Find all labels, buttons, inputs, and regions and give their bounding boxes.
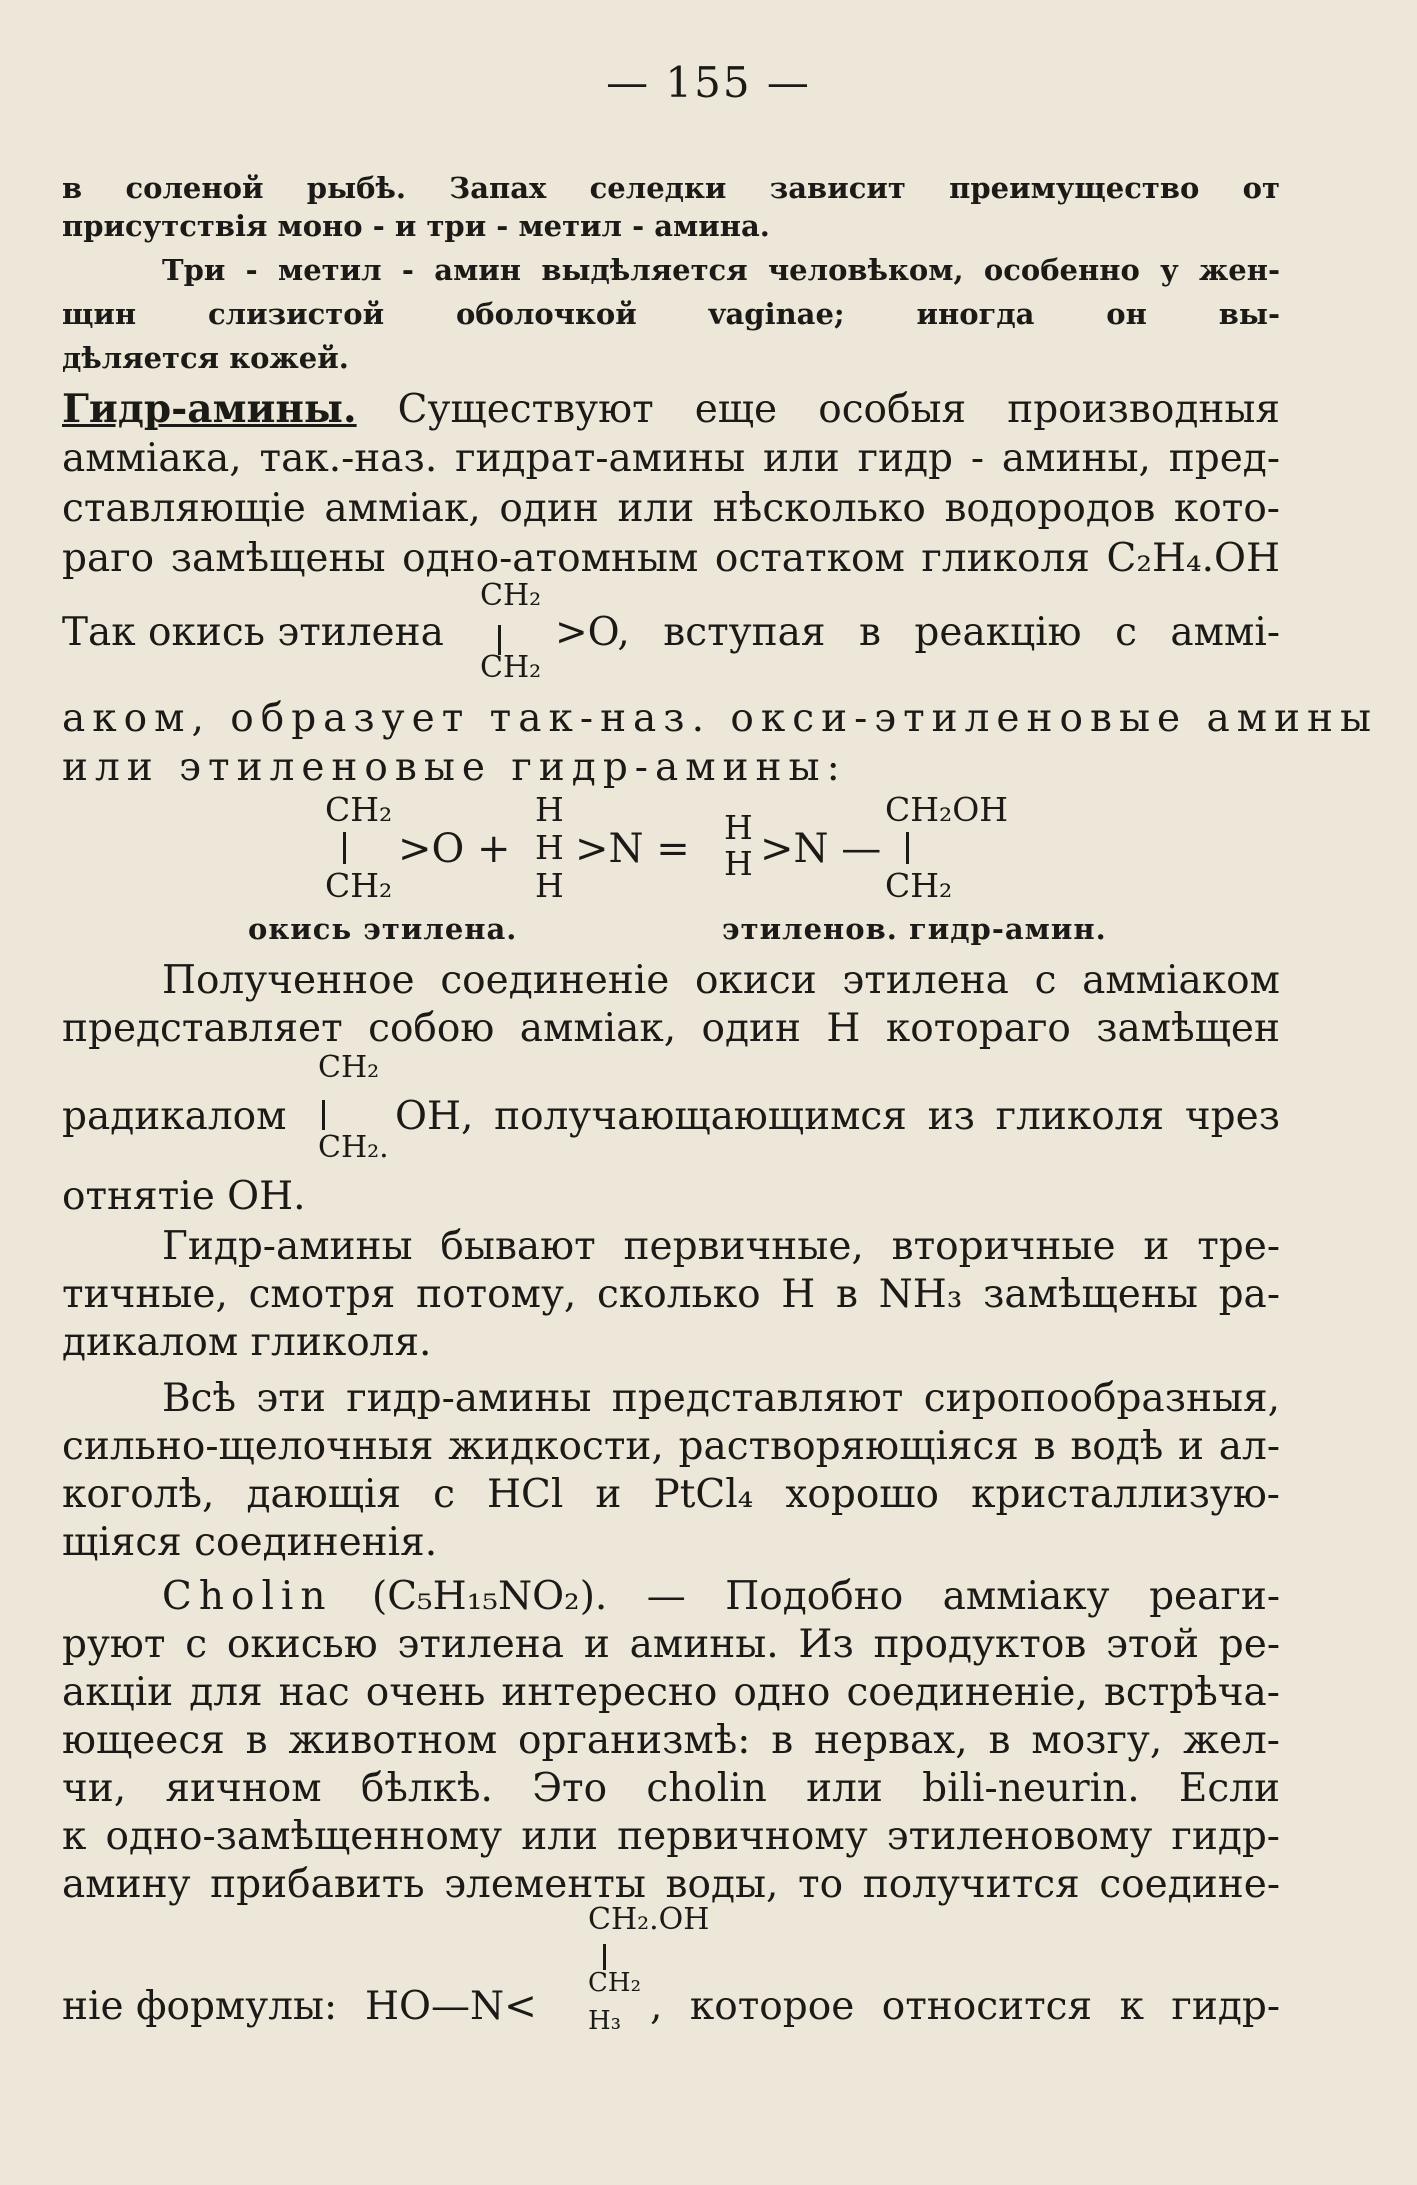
intro-line-2: присутствія моно - и три - метил - амина. bbox=[62, 209, 770, 243]
intro-line-1: в соленой рыбѣ. Запах селедки зависит преимущество от bbox=[62, 171, 1280, 205]
p4-line-4: щіяся соединенія. bbox=[62, 1520, 438, 1565]
p5-line-8c: , которое относится к гидр- bbox=[650, 1984, 1280, 2029]
p1-line-1: Гидр-амины. Существуют еще особыя производныя bbox=[62, 386, 1280, 432]
p2-line-1: Полученное соединеніе окиси этилена с амміаком bbox=[162, 958, 1280, 1003]
p1-line-5a: Так окись этилена bbox=[62, 610, 444, 655]
caption-right: этиленов. гидр-амин. bbox=[722, 912, 1107, 946]
p4-line-2: сильно-щелочныя жидкости, растворяющіяся в водѣ и ал- bbox=[62, 1424, 1280, 1469]
reaction-gt-n-dash: >N — bbox=[760, 826, 882, 872]
reaction-h3: H bbox=[535, 866, 564, 905]
p5-line-6: к одно-замѣщенному или первичному этиленовому гидр- bbox=[62, 1814, 1280, 1859]
reaction-left-bottom: CH₂ bbox=[325, 866, 393, 905]
cholin-frac-bottom: H₃ bbox=[588, 2006, 622, 2036]
p5-line-8a: ніе формулы: bbox=[62, 1984, 338, 2029]
reaction-left-top: CH₂ bbox=[325, 790, 393, 829]
cholin-formula-top: CH₂.OH bbox=[588, 1902, 710, 1937]
formula-ch2-bottom: CH₂ bbox=[480, 650, 542, 685]
p3-line-1: Гидр-амины бывают первичные, вторичные и тре- bbox=[162, 1224, 1280, 1269]
p2-ch2-top: CH₂ bbox=[318, 1050, 380, 1085]
p5-line-1: Cholin (C₅H₁₅NO₂). — Подобно амміаку реаги- bbox=[162, 1574, 1280, 1619]
intro-line-3: Три - метил - амин выдѣляется человѣком, особенно у жен- bbox=[162, 253, 1280, 287]
cholin-frac-top: CH₂ bbox=[588, 1968, 641, 1998]
p5-line-5: чи, яичном бѣлкѣ. Это cholin или bili-neurin. Если bbox=[62, 1766, 1280, 1811]
p5-line-2: руют с окисью этилена и амины. Из продуктов этой ре- bbox=[62, 1622, 1280, 1667]
p2-line-3a: радикалом bbox=[62, 1094, 287, 1139]
p5-line-3: акціи для нас очень интересно одно соединеніе, встрѣча- bbox=[62, 1670, 1280, 1715]
cholin-formula-main: HO—N< bbox=[365, 1984, 537, 2029]
p2-bond-bar bbox=[322, 1100, 325, 1130]
reaction-right-top: CH₂OH bbox=[885, 790, 1009, 829]
p2-line-3b: OH, получающающимся из гликоля чрез bbox=[395, 1094, 1280, 1139]
reaction-h1: H bbox=[535, 790, 564, 829]
p1-line-2: амміака, так.-наз. гидрат-амины или гидр - амины, пред- bbox=[62, 436, 1280, 481]
reaction-rh2: H bbox=[724, 844, 753, 883]
reaction-gt-n-eq: >N = bbox=[575, 826, 690, 872]
cholin-bond-bar bbox=[603, 1944, 606, 1970]
p2-line-4: отнятіе OH. bbox=[62, 1174, 306, 1219]
page-number: — 155 — bbox=[606, 58, 811, 107]
p4-line-3: коголѣ, дающія с HCl и PtCl₄ хорошо кристаллизую- bbox=[62, 1472, 1280, 1517]
reaction-bond-right bbox=[906, 832, 909, 864]
p1-line-5b: >O, вступая в реакцію с аммі- bbox=[555, 610, 1280, 655]
p2-ch2-bottom: CH₂. bbox=[318, 1130, 389, 1165]
formula-ch2-top: CH₂ bbox=[480, 578, 542, 613]
p1-line-7: или этиленовые гидр-амины: bbox=[62, 745, 847, 790]
reaction-rh1: H bbox=[724, 808, 753, 847]
intro-line-5: дѣляется кожей. bbox=[62, 341, 349, 375]
p3-line-3: дикалом гликоля. bbox=[62, 1320, 432, 1365]
p1-line-6: аком, образует так-наз. окси-этиленовые амины bbox=[62, 696, 1379, 741]
p4-line-1: Всѣ эти гидр-амины представляют сиропообразныя, bbox=[162, 1376, 1280, 1421]
section-heading-hydramines: Гидр-амины. bbox=[62, 386, 357, 432]
p5-line-7: амину прибавить элементы воды, то получится соедине- bbox=[62, 1862, 1280, 1907]
p1-line-3: ставляющіе амміак, один или нѣсколько водородов кото- bbox=[62, 486, 1280, 531]
reaction-bond-left bbox=[343, 832, 346, 864]
p3-line-2: тичные, смотря потому, сколько H в NH₃ замѣщены ра- bbox=[62, 1272, 1280, 1317]
intro-line-4: щин слизистой оболочкой vaginae; иногда он вы- bbox=[62, 297, 1280, 331]
p2-line-2: представляет собою амміак, один H котораго замѣщен bbox=[62, 1006, 1280, 1051]
reaction-h2: H bbox=[535, 828, 564, 867]
term-cholin: Cholin bbox=[162, 1574, 333, 1619]
p1-line-4: раго замѣщены одно-атомным остатком гликоля C₂H₄.OH bbox=[62, 536, 1280, 581]
reaction-right-bottom: CH₂ bbox=[885, 866, 953, 905]
caption-left: окись этилена. bbox=[248, 912, 518, 946]
reaction-gt-o-plus: >O + bbox=[398, 826, 511, 872]
p5-line-4: ющееся в животном организмѣ: в нервах, в мозгу, жел- bbox=[62, 1718, 1280, 1763]
